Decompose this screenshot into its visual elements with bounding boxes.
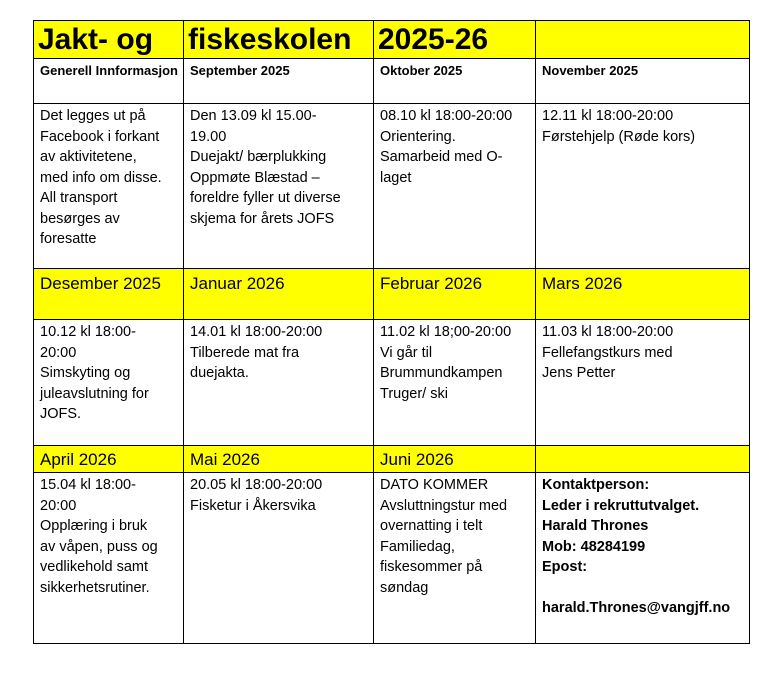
title-word-3: 2025-26 — [378, 22, 489, 56]
title-word-1: Jakt- og — [38, 22, 154, 56]
text-line: foreldre fyller ut diverse — [190, 190, 341, 206]
text-line: Avsluttningstur med — [380, 497, 508, 514]
text-line: Jens Petter — [542, 365, 616, 381]
title-word-2: fiskeskolen — [188, 22, 352, 56]
text-line: Førstehjelp (Røde kors) — [542, 128, 696, 145]
text-line: Fellefangstkurs med — [542, 344, 673, 361]
text-line: foresatte — [40, 231, 97, 247]
text-line: laget — [380, 169, 412, 186]
header-general: Generell Innformasjon — [34, 59, 184, 104]
general-info-cell — [34, 104, 184, 269]
text-line: av våpen, puss og — [40, 538, 158, 555]
text-line: 14.01 kl 18:00-20:00 — [190, 324, 323, 340]
content-row-1 — [34, 104, 750, 269]
spacer — [542, 578, 744, 599]
text-line: Vi går til — [380, 344, 433, 361]
contact-phone: Mob: 48284199 — [542, 538, 646, 555]
text-line: 11.02 kl 18;00-20:00 — [380, 324, 512, 340]
title-row — [34, 21, 750, 59]
text-line: av aktivitetene, — [40, 149, 137, 165]
text-line: Truger/ ski — [380, 385, 448, 402]
header-september: September 2025 — [184, 59, 374, 104]
title-cell-4 — [536, 21, 750, 59]
month-row-2 — [34, 269, 750, 320]
text-line: Simskyting og — [40, 365, 131, 381]
text-line: søndag — [380, 579, 429, 596]
text-line: med info om disse. — [40, 169, 162, 186]
month-desember: Desember 2025 — [34, 269, 184, 320]
month-empty — [536, 446, 750, 473]
text-line: Samarbeid med O- — [380, 149, 503, 165]
text-line: 10.12 kl 18:00- — [40, 324, 136, 340]
april-cell — [34, 473, 184, 644]
text-line: vedlikehold samt — [40, 559, 148, 575]
september-cell — [184, 104, 374, 269]
text-line: Den 13.09 kl 15.00- — [190, 108, 317, 124]
november-cell — [536, 104, 750, 269]
text-line: fiskesommer på — [380, 559, 483, 575]
month-februar: Februar 2026 — [374, 269, 536, 320]
month-april: April 2026 — [34, 446, 184, 473]
contact-name: Harald Thrones — [542, 518, 649, 534]
text-line: JOFS. — [40, 406, 82, 422]
februar-cell — [374, 320, 536, 446]
text-line: Oppmøte Blæstad – — [190, 169, 320, 186]
text-line: 20:00 — [40, 344, 77, 361]
title-cell-3 — [374, 21, 536, 59]
text-line: Opplæring i bruk — [40, 518, 148, 534]
month-mars: Mars 2026 — [536, 269, 750, 320]
content-row-2 — [34, 320, 750, 446]
text-line: sikkerhetsrutiner. — [40, 579, 150, 596]
contact-heading: Kontaktperson: — [542, 477, 650, 493]
desember-cell — [34, 320, 184, 446]
januar-cell — [184, 320, 374, 446]
text-line: All transport — [40, 190, 118, 206]
text-line: 08.10 kl 18:00-20:00 — [380, 108, 513, 124]
title-cell-1 — [34, 21, 184, 59]
month-juni: Juni 2026 — [374, 446, 536, 473]
schedule-table — [33, 20, 750, 644]
text-line: 11.03 kl 18:00-20:00 — [542, 324, 674, 340]
month-mai: Mai 2026 — [184, 446, 374, 473]
month-januar: Januar 2026 — [184, 269, 374, 320]
header-november: November 2025 — [536, 59, 750, 104]
header-oktober: Oktober 2025 — [374, 59, 536, 104]
content-row-3 — [34, 473, 750, 644]
juni-cell — [374, 473, 536, 644]
oktober-cell — [374, 104, 536, 269]
text-line: 15.04 kl 18:00- — [40, 477, 136, 493]
text-line: duejakta. — [190, 365, 249, 381]
text-line: Duejakt/ bærplukking — [190, 149, 327, 165]
mai-cell — [184, 473, 374, 644]
text-line: Orientering. — [380, 128, 456, 145]
month-row-3 — [34, 446, 750, 473]
text-line: Familiedag, — [380, 538, 455, 555]
contact-email-label: Epost: — [542, 559, 588, 575]
text-line: 20:00 — [40, 497, 77, 514]
text-line: 19.00 — [190, 128, 227, 145]
text-line: besørges av — [40, 210, 120, 227]
text-line: 20.05 kl 18:00-20:00 — [190, 477, 323, 493]
mars-cell — [536, 320, 750, 446]
text-line: Fisketur i Åkersvika — [190, 497, 316, 514]
header-row-1 — [34, 59, 750, 104]
text-line: skjema for årets JOFS — [190, 210, 335, 227]
text-line: Facebook i forkant — [40, 128, 160, 145]
text-line: overnatting i telt — [380, 518, 483, 534]
text-line: Brummundkampen — [380, 365, 503, 381]
text-line: Det legges ut på — [40, 108, 146, 124]
contact-email: harald.Thrones@vangjff.no — [542, 600, 731, 616]
text-line: Tilberede mat fra — [190, 344, 300, 361]
title-cell-2 — [184, 21, 374, 59]
contact-role: Leder i rekruttutvalget. — [542, 497, 700, 514]
text-line: DATO KOMMER — [380, 477, 489, 493]
text-line: juleavslutning for — [40, 385, 149, 402]
text-line: 12.11 kl 18:00-20:00 — [542, 108, 674, 124]
contact-cell — [536, 473, 750, 644]
